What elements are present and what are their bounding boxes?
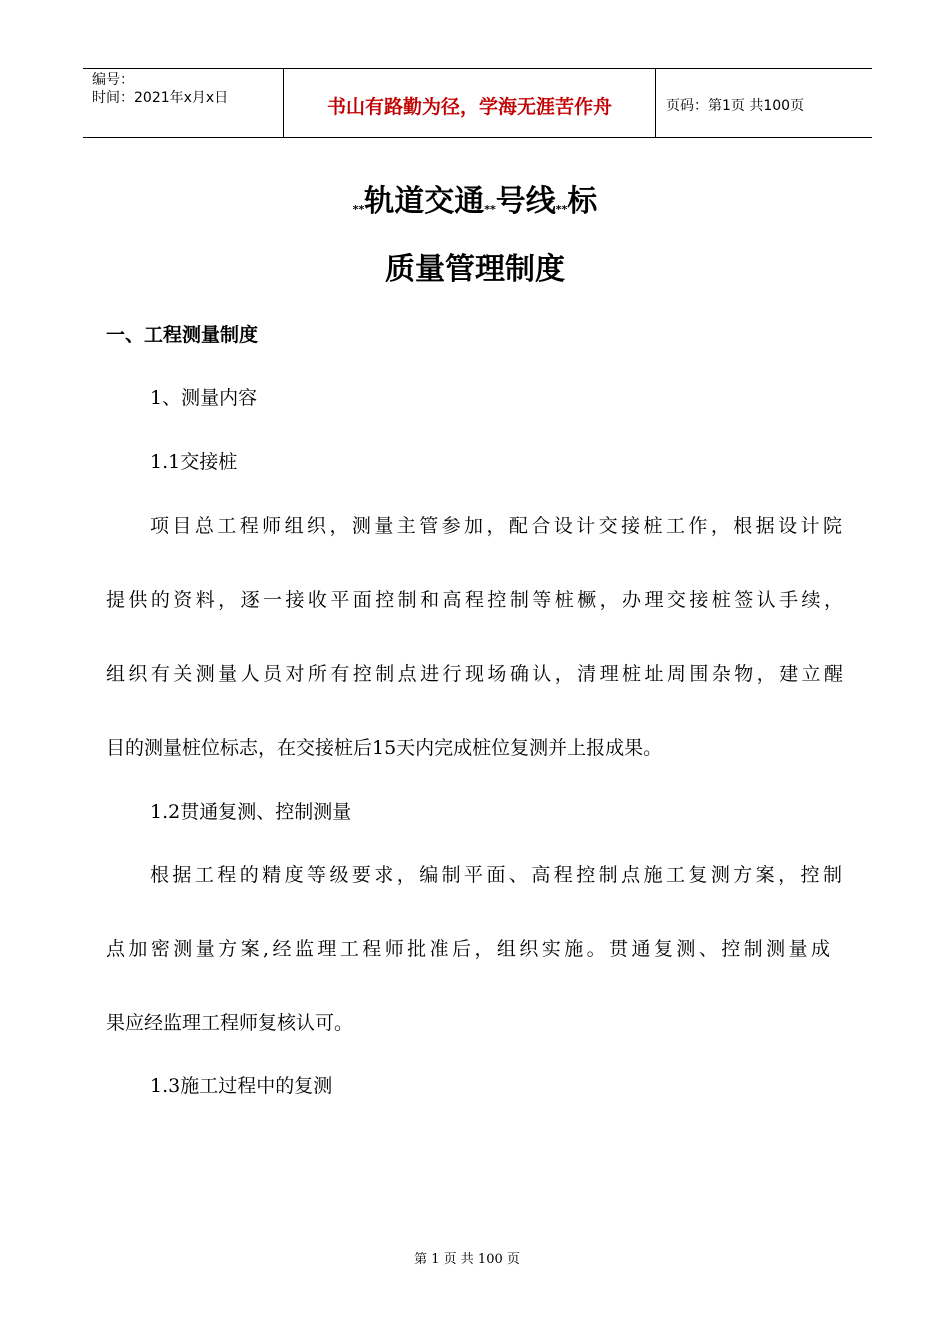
paragraph-line: 组织有关测量人员对所有控制点进行现场确认，清理桩址周围杂物，建立醒 bbox=[106, 663, 843, 685]
section-heading: 一、工程测量制度 bbox=[106, 324, 259, 346]
title-part-a: 轨道交通 bbox=[364, 184, 485, 219]
document-number-label: 编号： bbox=[92, 72, 134, 88]
subheading-1-1: 1.1交接桩 bbox=[150, 451, 238, 473]
paragraph-line: 点加密测量方案,经监理工程师批准后，组织实施。贯通复测、控制测量成 bbox=[106, 938, 830, 960]
page-footer bbox=[0, 1248, 950, 1267]
header-meta-cell bbox=[83, 69, 284, 137]
paragraph-line: 根据工程的精度等级要求，编制平面、高程控制点施工复测方案，控制 bbox=[150, 864, 842, 886]
footer-page-number: 第 1 页 共 100 页 bbox=[414, 1252, 520, 1267]
title-star-c: ** bbox=[555, 203, 568, 216]
document-title-line2: 质量管理制度 bbox=[385, 252, 565, 287]
document-date: 时间：2021年x月x日 bbox=[92, 90, 229, 106]
title-star-a: ** bbox=[352, 203, 365, 216]
title-part-b: 号线 bbox=[495, 184, 556, 219]
title-star-b: ** bbox=[484, 203, 496, 216]
title-part-c: 标 bbox=[567, 184, 598, 219]
document-header bbox=[83, 68, 872, 138]
subheading-1: 1、测量内容 bbox=[150, 387, 258, 409]
paragraph-line: 果应经监理工程师复核认可。 bbox=[106, 1012, 354, 1034]
document-title-line1 bbox=[0, 176, 950, 220]
header-page-info: 页码：第1页 共100页 bbox=[666, 98, 805, 114]
header-motto: 书山有路勤为径，学海无涯苦作舟 bbox=[284, 69, 656, 137]
paragraph-line: 目的测量桩位标志，在交接桩后15天内完成桩位复测并上报成果。 bbox=[106, 737, 663, 759]
subheading-1-2: 1.2贯通复测、控制测量 bbox=[150, 801, 352, 823]
paragraph-line: 项目总工程师组织，测量主管参加，配合设计交接桩工作，根据设计院 bbox=[150, 515, 842, 537]
paragraph-line: 提供的资料，逐一接收平面控制和高程控制等桩橛，办理交接桩签认手续， bbox=[106, 589, 843, 611]
subheading-1-3: 1.3施工过程中的复测 bbox=[150, 1075, 333, 1097]
